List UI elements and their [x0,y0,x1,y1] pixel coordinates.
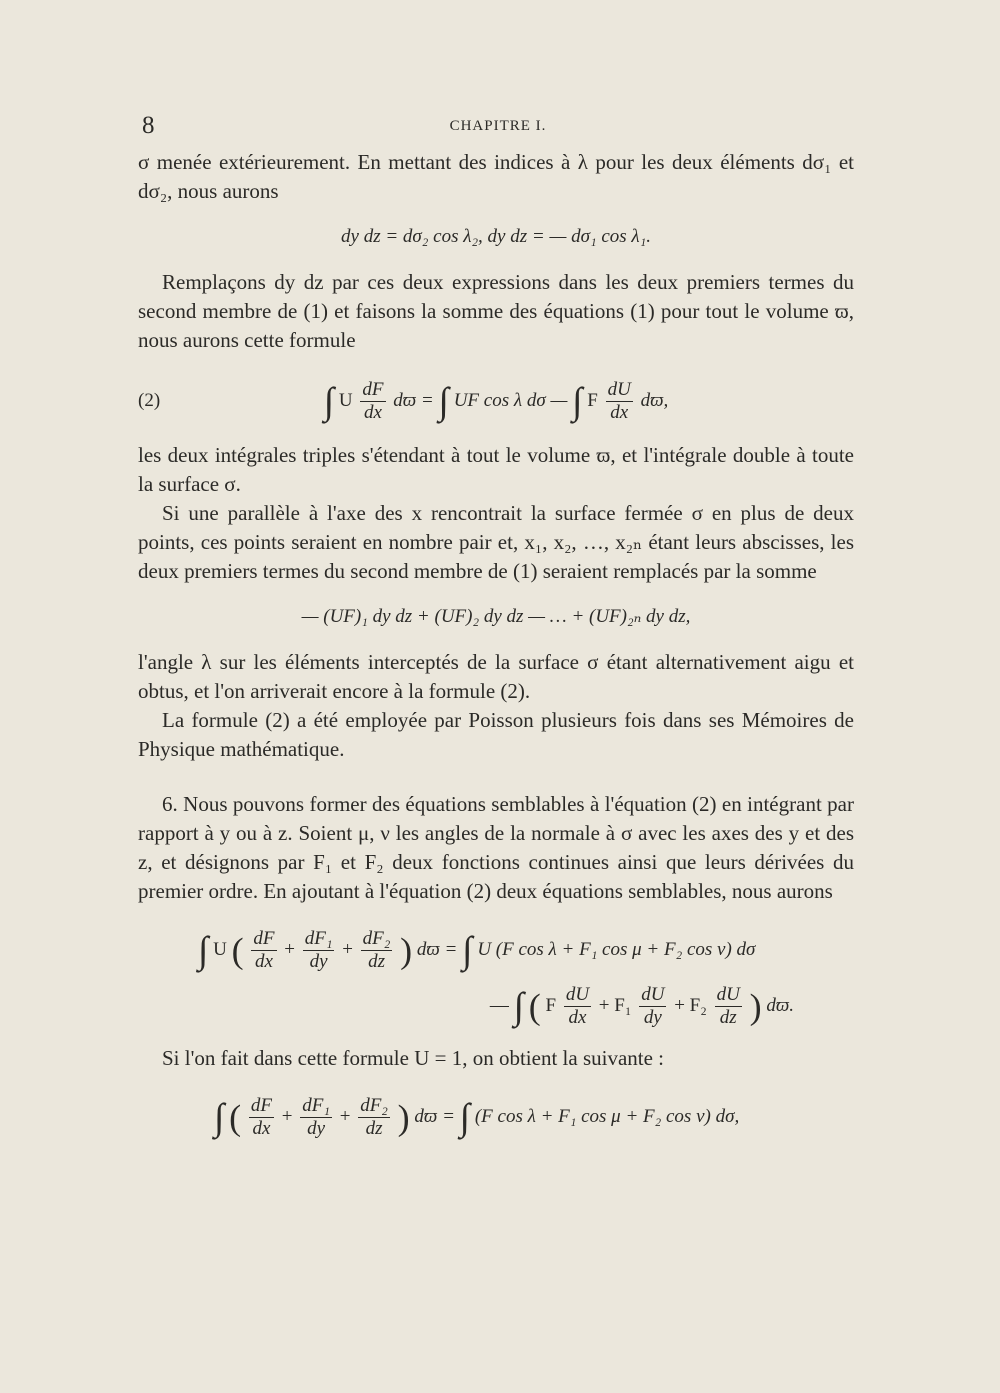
fraction: $\frac{dF}{dx}$ [362,379,384,424]
integral-sign: ∫ [459,1096,471,1139]
integral-sign: ∫ [572,380,583,423]
fraction: $\frac{\text{dF₂}}{dz}$ [362,928,391,973]
equation-5: ∫ ( $\frac{dF}{dx}$ + $\frac{\text{dF₁}}{dy}$ + $\frac{\text{dF₂}}{dz}$ ) dϖ = ∫ (F cos λ + F₁ cos μ + F₂ cos ν) dσ, [214,1095,740,1140]
integral-sign: ∫ [198,929,209,972]
paragraph-1: σ menée extérieurement. En mettant des indices à λ pour les deux éléments dσ₁ et dσ₂, nous aurons [138,150,854,203]
equation-number: (2) [138,390,161,411]
integral-sign: ∫ [214,1096,225,1139]
chapter-title: CHAPITRE I. [449,118,547,134]
fraction: $\frac{\text{dF₁}}{dy}$ [304,928,333,973]
paragraph-6: La formule (2) a été employée par Poisson plusieurs fois dans ses Mémoires de Physique mathématique. [138,708,854,761]
paragraph-8: Si l'on fait dans cette formule U = 1, on obtient la suivante : [162,1046,665,1070]
fraction: $\frac{dF}{dx}$ [253,928,275,973]
integral-sign: ∫ [462,929,473,972]
page-number: 8 [142,112,155,139]
integral-sign: ∫ [513,985,524,1028]
paragraph-4: Si une parallèle à l'axe des x rencontrait la surface fermée σ en plus de deux points, ces points seraient en nombre pair et, x₁, x₂, …, x₂ₙ étant leurs abscisses, les deux premiers termes du second membre de (1) seraient remplacés par la somme [138,501,854,583]
integral-sign: ∫ [438,380,449,423]
paragraph-2: Remplaçons dy dz par ces deux expressions dans les deux premiers termes du second membre de (1) et faisons la somme des équations (1) pour tout le volume ϖ, nous aurons cette formule [138,270,854,352]
equation-4a: ∫ U ( $\frac{dF}{dx}$ + $\frac{\text{dF₁}}{dy}$ + $\frac{\text{dF₂}}{dz}$ ) dϖ = ∫ U (F cos λ + F₁ cos μ + F₂ cos ν) dσ [198,928,756,973]
fraction: $\frac{\text{dF₂}}{dz}$ [360,1095,388,1140]
paragraph-5: l'angle λ sur les éléments interceptés de la surface σ étant alternativement aigu et obtus, et l'on arriverait encore à la formule (2). [138,650,854,703]
integral-sign: ∫ [323,380,335,423]
fraction: $\frac{dU}{dy}$ [641,984,665,1029]
fraction: $\frac{\text{dF₁}}{dy}$ [302,1095,330,1140]
fraction: $\frac{dU}{dx}$ [565,984,590,1029]
fraction: $\frac{dF}{dx}$ [250,1095,273,1140]
paragraph-7: 6. Nous pouvons former des équations semblables à l'équation (2) en intégrant par rapport à y ou à z. Soient μ, ν les angles de la normale à σ avec les axes des y et des z, et désignons par F₁ et F₂ deux fonctions continues ainsi que leurs dérivées du premier ordre. En ajoutant à l'équation (2) deux équations semblables, nous aurons [138,792,854,903]
paragraph-3: les deux intégrales triples s'étendant à tout le volume ϖ, et l'intégrale double à toute la surface σ. [138,443,854,496]
equation-3: — (UF)₁ dy dz + (UF)₂ dy dz — … + (UF)₂ₙ dy dz, [301,606,691,627]
page-body [138,148,854,1145]
fraction: $\frac{dU}{dx}$ [607,379,631,424]
page-header [138,112,858,142]
equation-1: dy dz = dσ₂ cos λ₂, dy dz = — dσ₁ cos λ₁. [341,226,651,247]
equation-2: (2) ∫ U $\frac{dF}{dx}$ dϖ = ∫ UF cos λ dσ — ∫ F $\frac{dU}{dx}$ dϖ, [138,373,854,429]
equation-4b: — ∫ ( F $\frac{dU}{dx}$ + F₁ $\frac{dU}{dy}$ + F₂ $\frac{dU}{dz}$ ) dϖ. [489,984,794,1029]
fraction: $\frac{dU}{dz}$ [716,984,740,1029]
